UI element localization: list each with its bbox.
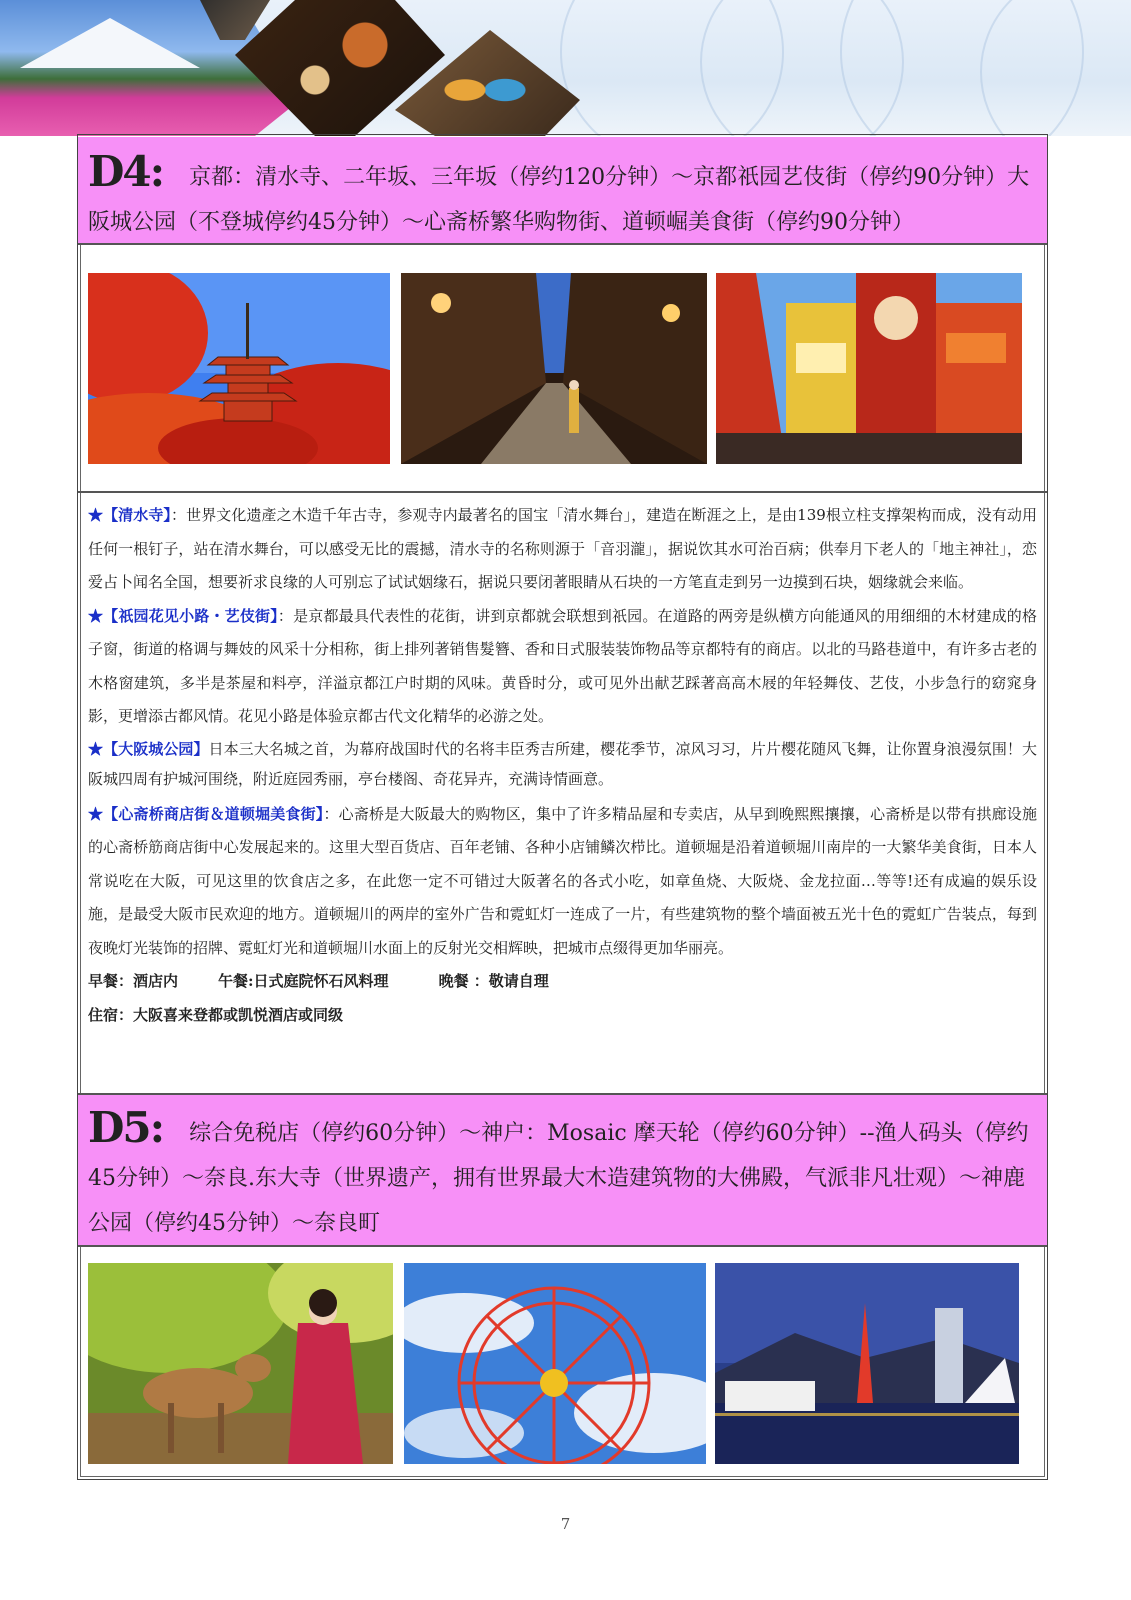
header-banner xyxy=(0,0,1131,136)
dinner: 晚餐 ：敬请自理 xyxy=(438,972,549,990)
hotel: 住宿：大阪喜来登都或凯悦酒店或同级 xyxy=(88,1005,344,1024)
attraction-paragraph xyxy=(88,499,1037,600)
nara-deer-photo xyxy=(88,1263,393,1464)
day-photos-d4 xyxy=(78,245,1047,493)
attraction-title: ★【大阪城公园】 xyxy=(88,739,209,758)
attraction-separator: ： xyxy=(323,804,339,823)
day-code: D4: xyxy=(88,147,164,196)
lunch: 午餐:日式庭院怀石风料理 xyxy=(218,972,389,990)
attraction-title: ★【心斋桥商店街＆道顿堀美食街】 xyxy=(88,804,324,823)
day-header-d4 xyxy=(78,137,1047,245)
day-route: 京都：清水寺、二年坂、三年坂（停约120分钟）～京都祇园艺伎街（停约90分钟）大阪城公园（不登城停约45分钟）～心斋桥繁华购物街、道顿崛美食街（停约90分钟） xyxy=(88,165,1030,235)
day-code: D5: xyxy=(88,1103,164,1152)
hotel-line xyxy=(88,999,1037,1033)
attraction-paragraph xyxy=(88,798,1037,966)
attraction-title: ★【祇园花见小路・艺伎街】 xyxy=(88,606,278,625)
day-header-d5 xyxy=(78,1093,1047,1247)
wave-pattern xyxy=(980,0,1131,136)
attraction-title: ★【清水寺】 xyxy=(88,506,172,524)
meals-line xyxy=(88,965,1037,999)
attraction-text: 心斋桥是大阪最大的购物区，集中了许多精品屋和专卖店，从早到晚熙熙攘攘，心斋桥是以带有拱廊设施的心斋桥筋商店街中心发展起来的。这里大型百货店、百年老铺、各种小店铺鳞次栉比。道顿堀是沿着道顿堀川南岸的一大繁华美食街，日本人常说吃在大阪，可见这里的饮食店之多，在此您一定不可错过大阪著名的各式小吃，如章鱼烧、大阪烧、金龙拉面…等等!还有成遍的娱乐设施，是最受大阪市民欢迎的地方。道顿堀川的两岸的室外广告和霓虹灯一连成了一片，有些建筑物的整个墙面被五光十色的霓虹广告装点，每到夜晚灯光装饰的招牌、霓虹灯光和道顿堀川水面上的反射光交相辉映，把城市点缀得更加华丽亮。 xyxy=(88,804,1037,957)
day-photos-d5 xyxy=(78,1247,1047,1479)
attraction-paragraph xyxy=(88,600,1037,734)
mosaic-ferris-wheel-photo xyxy=(404,1263,706,1464)
day-description-d4 xyxy=(88,499,1037,1032)
itinerary-frame xyxy=(77,134,1048,1480)
attraction-paragraph xyxy=(88,734,1037,794)
dotonbori-street-photo xyxy=(716,273,1022,464)
attraction-text: 是京都最具代表性的花街，讲到京都就会联想到祇园。在道路的两旁是纵横方向能通风的用细细的木材建成的格子窗，街道的格调与舞妓的风采十分相称，街上排列著销售髮簪、香和日式服装装饰物品等京都特有的商店。以北的马路巷道中，有许多古老的木格窗建筑，多半是茶屋和料亭，洋溢京都江户时期的风味。黄昏时分，或可见外出献艺踩著高高木屐的年轻舞伎、艺伎，小步急行的窈窕身影，更增添古都风情。花见小路是体验京都古代文化精华的必游之处。 xyxy=(88,606,1037,725)
kobe-harbor-photo xyxy=(715,1263,1019,1464)
gion-alley-photo xyxy=(401,273,707,464)
attraction-text: 世界文化遗產之木造千年古寺，参观寺内最著名的国宝「清水舞台」，建造在断涯之上，是由139根立柱支撑架构而成，没有动用任何一根钉子，站在清水舞台，可以感受无比的震撼，清水寺的名称则源于「音羽瀧」，据说饮其水可治百病；供奉月下老人的「地主神社」，恋爱占卜闻名全国，想要祈求良缘的人可别忘了试试姻缘石，据说只要闭著眼睛从石块的一方笔直走到另一边摸到石块，姻缘就会来临。 xyxy=(88,506,1037,591)
attraction-separator: ： xyxy=(171,506,187,524)
attraction-separator: ： xyxy=(277,606,294,625)
breakfast: 早餐：酒店内 xyxy=(88,972,179,990)
kiyomizu-pagoda-photo xyxy=(88,273,390,464)
attraction-text: 日本三大名城之首，为幕府战国时代的名将丰臣秀吉所建，樱花季节，凉风习习，片片樱花随风飞舞，让你置身浪漫氛围！大阪城四周有护城河围绕，附近庭园秀丽，亭台楼阁、奇花异卉，充满诗情画意。 xyxy=(88,739,1037,788)
day-route: 综合免税店（停约60分钟）～神户：Mosaic 摩天轮（停约60分钟）--渔人码头（停约45分钟）～奈良.东大寺（世界遗产，拥有世界最大木造建筑物的大佛殿，气派非凡壮观）～神鹿公园（停约45分钟）～奈良町 xyxy=(88,1121,1029,1236)
page-number: 7 xyxy=(560,1515,571,1533)
